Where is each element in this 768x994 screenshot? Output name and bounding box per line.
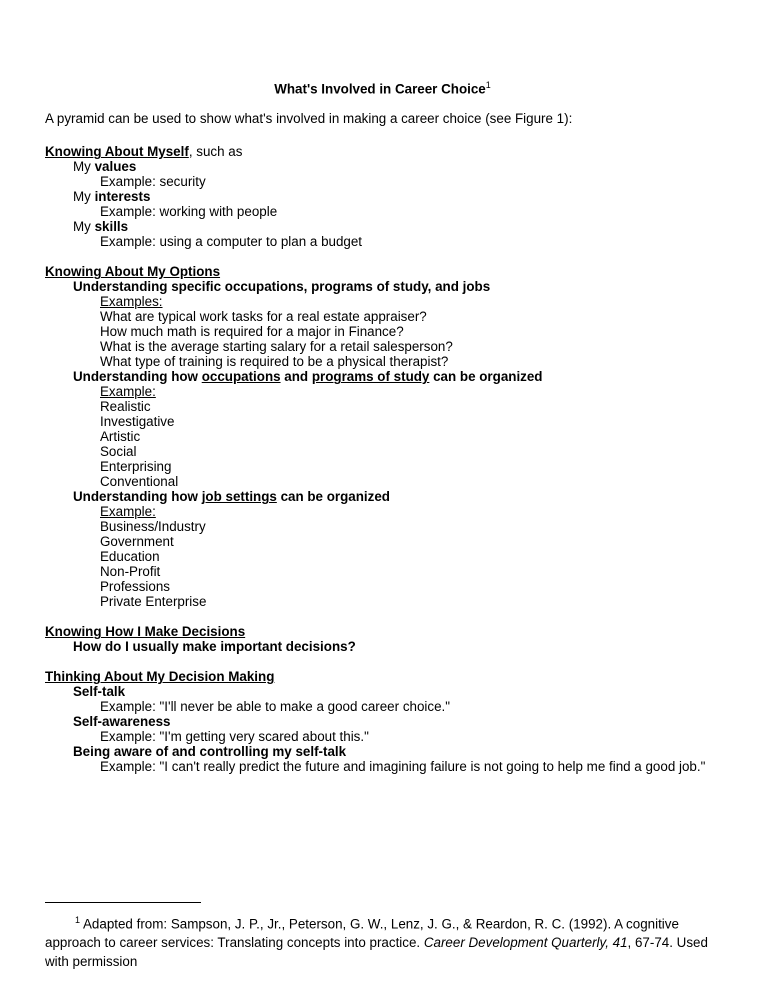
section-heading-suffix: , such as	[188, 144, 243, 160]
section-thinking-about-my-decision-making	[45, 669, 720, 774]
question-line: What is the average starting salary for a retail salesperson?	[100, 339, 453, 355]
section-heading-text: Knowing About My Options	[45, 264, 221, 280]
term-text: values	[94, 159, 137, 175]
examples-label: Examples:	[100, 294, 163, 310]
example-line: Example: working with people	[100, 204, 278, 220]
list-item: Artistic	[100, 429, 141, 445]
decision-question: How do I usually make important decisions?	[73, 639, 356, 655]
intro-paragraph: A pyramid can be used to show what's involved in making a career choice (see Figure 1):	[45, 111, 573, 127]
list-item: Conventional	[100, 474, 179, 490]
section-heading	[45, 264, 720, 279]
subsection-heading: Understanding specific occupations, programs of study, and jobs	[73, 279, 491, 295]
heading-segment: can be organized	[276, 489, 390, 505]
subsection-heading	[73, 489, 720, 504]
section-heading	[45, 624, 720, 639]
list-item: Government	[100, 534, 174, 550]
example-label: Example:	[100, 384, 156, 400]
term-line: Self-awareness	[73, 714, 171, 730]
footnote-text	[45, 911, 720, 971]
term-prefix: My	[73, 159, 95, 175]
list-item: Business/Industry	[100, 519, 206, 535]
example-line: Example: security	[100, 174, 206, 190]
question-line: How much math is required for a major in Finance?	[100, 324, 404, 340]
section-knowing-about-myself	[45, 144, 720, 249]
list-item: Investigative	[100, 414, 175, 430]
example-line: Example: "I'm getting very scared about this."	[100, 729, 369, 745]
heading-segment: Understanding how	[73, 489, 202, 505]
list-item: Enterprising	[100, 459, 172, 475]
footnote	[45, 902, 720, 971]
footnote-citation-end: , 67-74. Used with permission	[45, 935, 708, 970]
list-item: Realistic	[100, 399, 151, 415]
page-title-text: What's Involved in Career Choice	[274, 81, 486, 97]
footnote-reference: 1	[485, 80, 491, 90]
example-line: Example: using a computer to plan a budget	[100, 234, 363, 250]
question-line: What type of training is required to be a physical therapist?	[100, 354, 449, 370]
list-item: Professions	[100, 579, 170, 595]
heading-segment: Understanding how	[73, 369, 202, 385]
list-item: Non-Profit	[100, 564, 161, 580]
list-item: Social	[100, 444, 137, 460]
example-label-line	[100, 504, 720, 519]
footnote-citation-start: Adapted from: Sampson, J. P., Jr., Peterson, G. W., Lenz, J. G., & Reardon, R. C. (1992). A cognitive approach to career services: Translating concepts into practice.	[45, 916, 679, 951]
term-line	[73, 189, 720, 204]
example-line: Example: "I'll never be able to make a good career choice."	[100, 699, 450, 715]
term-prefix: My	[73, 219, 95, 235]
section-heading	[45, 669, 720, 684]
term-line: Self-talk	[73, 684, 126, 700]
examples-label-line	[100, 294, 720, 309]
footnote-divider	[45, 902, 201, 903]
page-title	[45, 78, 720, 96]
section-knowing-about-my-options	[45, 264, 720, 609]
example-line: Example: "I can't really predict the future and imagining failure is not going to help me find a good job."	[100, 759, 706, 775]
list-item: Private Enterprise	[100, 594, 207, 610]
section-heading-text: Thinking About My Decision Making	[45, 669, 275, 685]
term-text: interests	[94, 189, 151, 205]
underlined-term: job settings	[201, 489, 277, 505]
example-label: Example:	[100, 504, 156, 520]
section-heading	[45, 144, 720, 159]
term-line	[73, 159, 720, 174]
question-line: What are typical work tasks for a real estate appraiser?	[100, 309, 427, 325]
term-line: Being aware of and controlling my self-talk	[73, 744, 347, 760]
underlined-term: programs of study	[311, 369, 430, 385]
footnote-journal-title: Career Development Quarterly, 41	[423, 935, 628, 951]
subsection-heading	[73, 369, 720, 384]
term-line	[73, 219, 720, 234]
section-heading-text: Knowing How I Make Decisions	[45, 624, 246, 640]
list-item: Education	[100, 549, 160, 565]
section-heading-text: Knowing About Myself	[45, 144, 189, 160]
heading-segment: and	[280, 369, 312, 385]
section-knowing-how-i-make-decisions	[45, 624, 720, 654]
term-text: skills	[94, 219, 129, 235]
term-prefix: My	[73, 189, 95, 205]
heading-segment: can be organized	[429, 369, 543, 385]
underlined-term: occupations	[201, 369, 281, 385]
example-label-line	[100, 384, 720, 399]
footnote-marker: 1	[75, 915, 81, 925]
